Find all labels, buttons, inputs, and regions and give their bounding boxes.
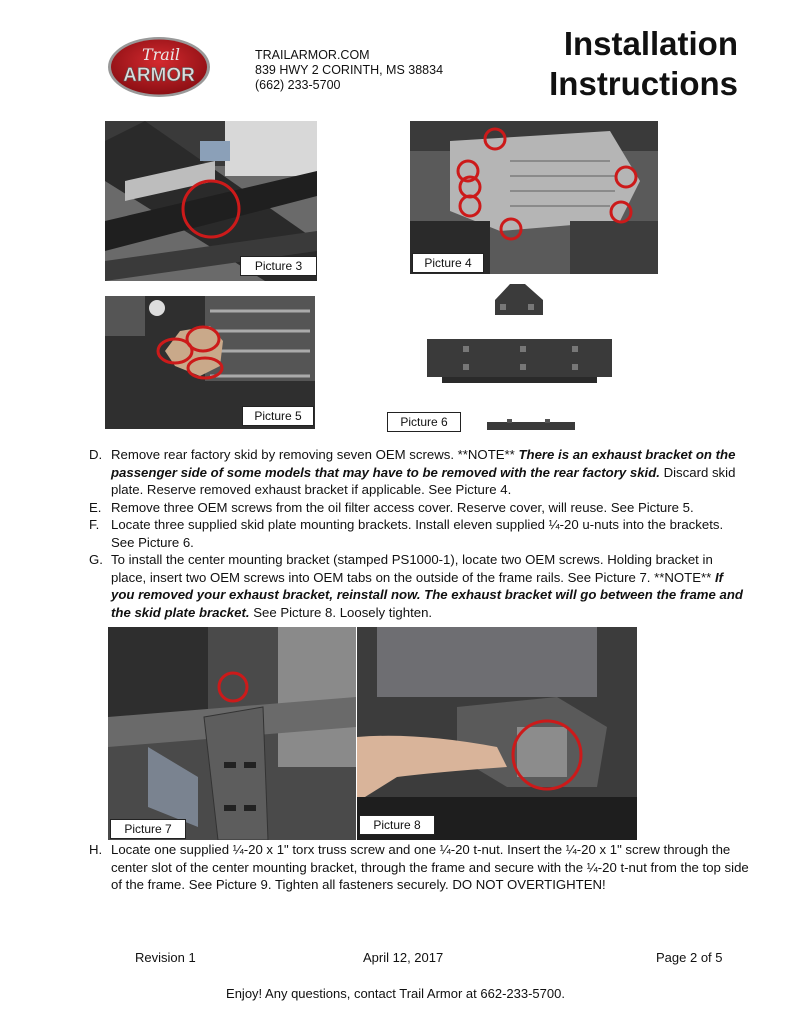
- step-d-part-1: Remove rear factory skid by removing seven OEM screws. **NOTE**: [111, 447, 519, 462]
- company-phone: (662) 233-5700: [255, 78, 341, 92]
- picture-5-caption: Picture 5: [242, 406, 314, 426]
- step-letter: G.: [89, 552, 103, 567]
- page-title: [522, 24, 738, 104]
- step-text: Locate three supplied skid plate mounting brackets. Install eleven supplied ¼-20 u-nuts into the brackets. See Picture 6.: [111, 517, 724, 550]
- picture-3: [105, 121, 317, 281]
- step-text: [111, 551, 749, 621]
- step-g: [89, 551, 749, 621]
- picture-8-caption: Picture 8: [359, 815, 435, 835]
- picture-7: [108, 627, 356, 840]
- footer-page-number: Page 2 of 5: [656, 950, 723, 965]
- picture-8: [357, 627, 637, 840]
- instruction-steps: [89, 446, 749, 621]
- step-g-part-1: To install the center mounting bracket (stamped PS1000-1), locate two OEM screws. Holding bracket in place, insert two OEM screws into OEM tabs on the outside of the frame rails. See Picture 7. **NOTE**: [111, 552, 715, 585]
- step-g-note: If you removed your exhaust bracket, reinstall now. The exhaust bracket will go between the frame and the skid plate bracket.: [111, 569, 743, 620]
- company-contact: [255, 48, 443, 93]
- title-line-2: Instructions: [549, 65, 738, 102]
- step-d: [89, 446, 749, 499]
- title-line-1: Installation: [563, 25, 738, 62]
- picture-5: [105, 296, 315, 429]
- picture-4-caption: Picture 4: [412, 253, 484, 273]
- trail-armor-logo: [107, 36, 211, 98]
- picture-4: [410, 121, 658, 274]
- company-address: 839 HWY 2 CORINTH, MS 38834: [255, 63, 444, 77]
- step-e: [89, 499, 749, 517]
- picture-6-caption: Picture 6: [387, 412, 461, 432]
- step-h: [89, 841, 749, 894]
- logo-text-bottom: ARMOR: [123, 65, 195, 86]
- step-g-part-3: See Picture 8. Loosely tighten.: [249, 604, 433, 620]
- step-letter: H.: [89, 842, 103, 857]
- step-letter: D.: [89, 447, 103, 462]
- step-text: [111, 446, 749, 499]
- footer-date: April 12, 2017: [363, 950, 444, 965]
- step-d-part-3: Discard skid plate. Reserve removed exhaust bracket if applicable. See Picture 4.: [111, 464, 736, 497]
- step-d-note: There is an exhaust bracket on the passenger side of some models that may have to be removed with the rear factory skid.: [111, 447, 736, 480]
- step-text: Remove three OEM screws from the oil filter access cover. Reserve cover, will reuse. See Picture 5.: [111, 499, 694, 515]
- step-f: [89, 516, 749, 551]
- company-website: TRAILARMOR.COM: [255, 48, 370, 62]
- picture-6: [385, 282, 645, 434]
- logo-text-top: Trail: [141, 45, 181, 64]
- picture-7-caption: Picture 7: [110, 819, 186, 839]
- footer-revision: Revision 1: [135, 950, 196, 965]
- picture-3-caption: Picture 3: [240, 256, 317, 276]
- step-text: Locate one supplied ¼-20 x 1" torx truss screw and one ¼-20 t-nut. Insert the ¼-20 x 1" screw through the center slot of the center mounting bracket, through the frame and secure with the ¼-20 t-nut from the top side of the frame. See Picture 9. Tighten all fasteners securely. DO NOT OVERTIGHTEN!: [111, 842, 749, 892]
- step-letter: F.: [89, 517, 100, 532]
- step-letter: E.: [89, 499, 102, 515]
- footer-contact-note: Enjoy! Any questions, contact Trail Armor at 662-233-5700.: [226, 986, 565, 1001]
